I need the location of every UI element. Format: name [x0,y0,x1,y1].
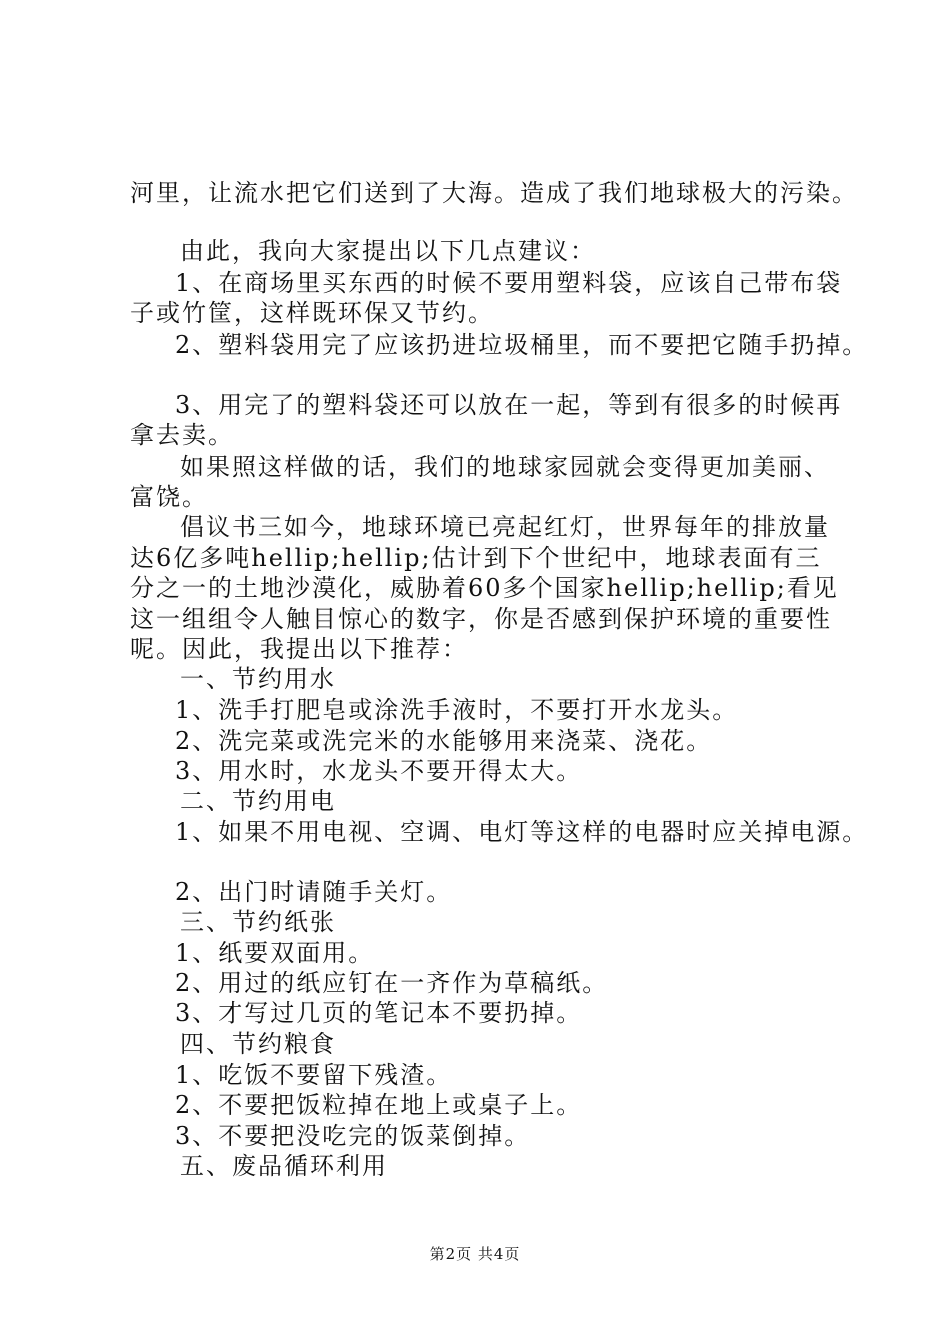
paragraph-line: 呢。因此，我提出以下推荐： [130,635,468,663]
list-item: 1、吃饭不要留下残渣。 [175,1061,453,1089]
section-heading: 三、节约纸张 [180,908,336,936]
paragraph-line: 河里，让流水把它们送到了大海。造成了我们地球极大的污染。 [130,179,858,207]
section-heading: 四、节约粮食 [180,1030,336,1058]
paragraph-line: 由此，我向大家提出以下几点建议： [180,237,596,265]
section-heading: 一、节约用水 [180,665,336,693]
list-item: 3、用完了的塑料袋还可以放在一起，等到有很多的时候再 [175,391,843,419]
list-item: 1、洗手打肥皂或涂洗手液时，不要打开水龙头。 [175,696,739,724]
list-item: 1、如果不用电视、空调、电灯等这样的电器时应关掉电源。 [175,818,869,846]
list-item: 2、洗完菜或洗完米的水能够用来浇菜、浇花。 [175,727,713,755]
section-heading: 五、废品循环利用 [180,1152,388,1180]
paragraph-line: 达6亿多吨hellip;hellip;估计到下个世纪中，地球表面有三 [130,544,822,572]
list-item: 2、不要把饭粒掉在地上或桌子上。 [175,1091,583,1119]
list-item: 3、用水时，水龙头不要开得太大。 [175,757,583,785]
section-heading: 二、节约用电 [180,787,336,815]
paragraph-line: 如果照这样做的话，我们的地球家园就会变得更加美丽、 [180,453,830,481]
paragraph-line: 这一组组令人触目惊心的数字，你是否感到保护环境的重要性 [130,605,832,633]
list-item: 2、出门时请随手关灯。 [175,878,453,906]
page-footer: 第2页 共4页 [429,1245,521,1263]
list-item: 1、在商场里买东西的时候不要用塑料袋，应该自己带布袋 [175,269,843,297]
paragraph-line: 富饶。 [130,483,208,511]
list-item: 3、不要把没吃完的饭菜倒掉。 [175,1122,531,1150]
list-item: 2、用过的纸应钉在一齐作为草稿纸。 [175,969,609,997]
paragraph-line: 分之一的土地沙漠化，威胁着60多个国家hellip;hellip;看见 [130,574,839,602]
list-item-continuation: 子或竹筐，这样既环保又节约。 [130,299,494,327]
list-item: 1、纸要双面用。 [175,939,375,967]
list-item: 3、才写过几页的笔记本不要扔掉。 [175,999,583,1027]
list-item: 2、塑料袋用完了应该扔进垃圾桶里，而不要把它随手扔掉。 [175,331,869,359]
paragraph-line: 倡议书三如今，地球环境已亮起红灯，世界每年的排放量 [180,513,830,541]
list-item-continuation: 拿去卖。 [130,421,234,449]
